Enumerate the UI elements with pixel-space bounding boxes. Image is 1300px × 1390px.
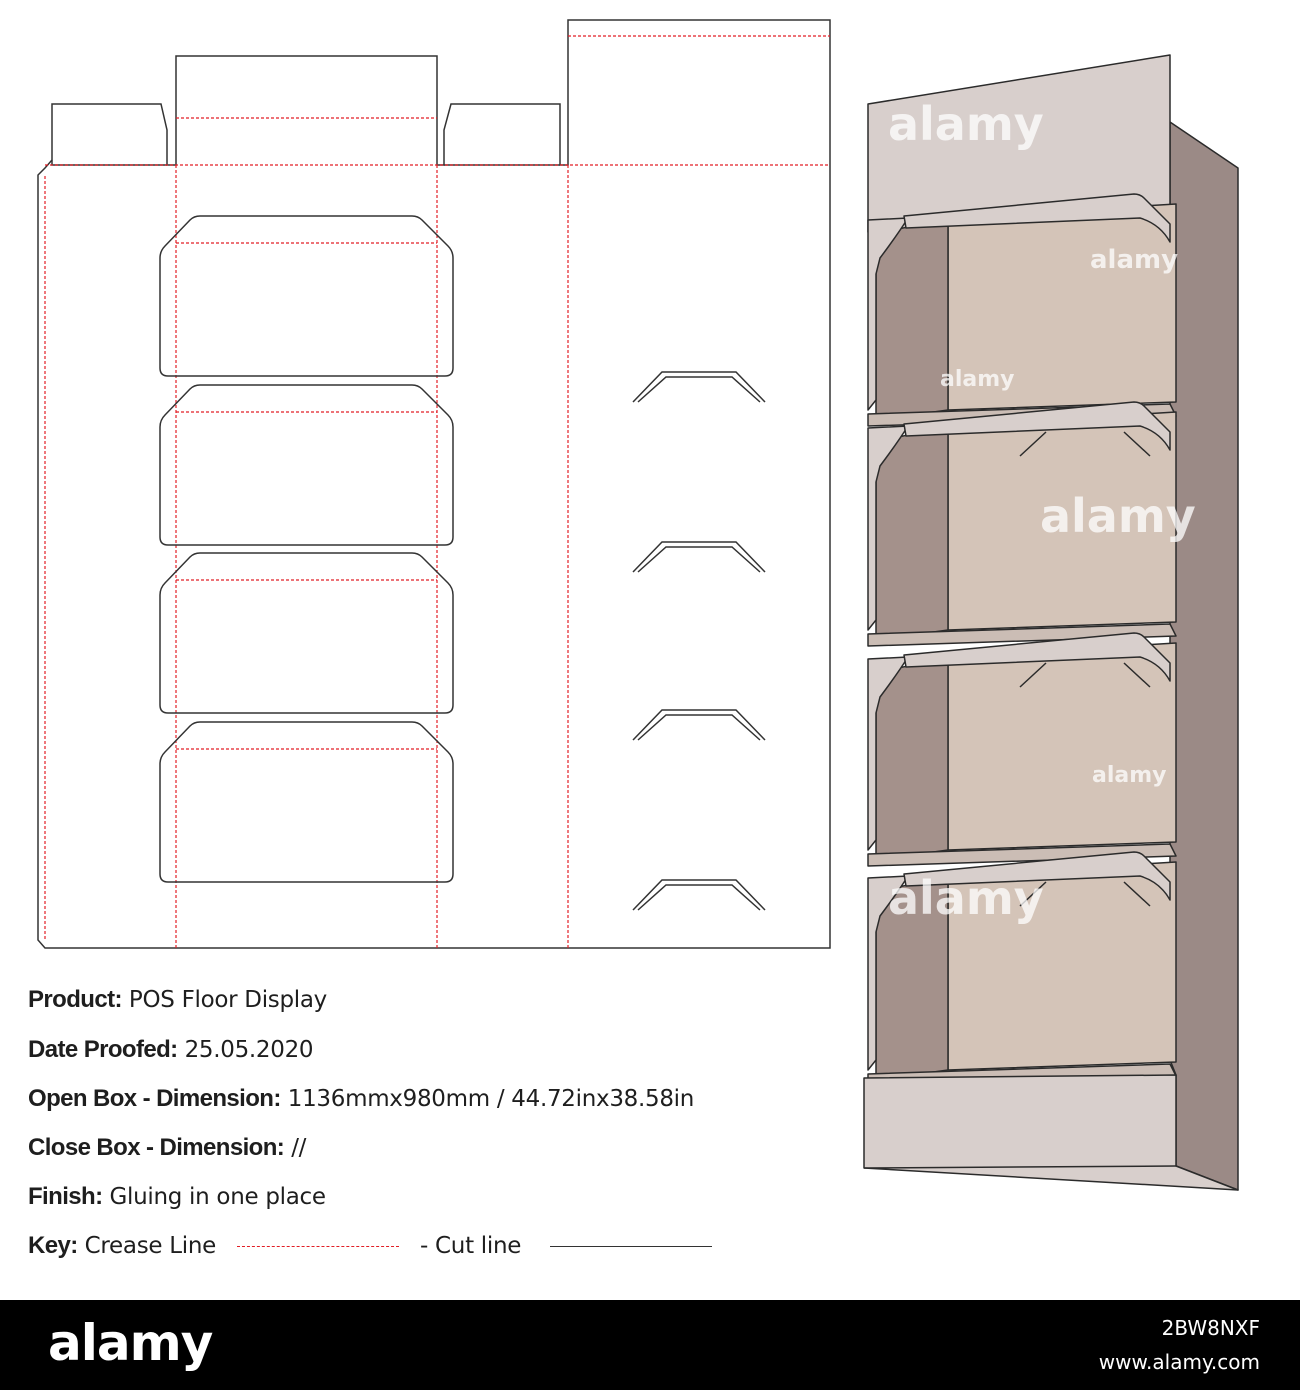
dieline-outline	[38, 20, 830, 948]
date-value: 25.05.2020	[184, 1037, 314, 1063]
spec-open-box	[28, 1085, 694, 1113]
window-cutout-2	[160, 385, 453, 545]
footer-bar	[0, 1300, 1300, 1390]
spec-product	[28, 986, 327, 1014]
window-cutout-3	[160, 553, 453, 713]
shelf-slot-4	[633, 880, 765, 910]
watermark-3: alamy	[888, 871, 1044, 925]
display-bays	[868, 194, 1179, 1086]
shelf-slot-2	[633, 542, 765, 572]
spec-close-box	[28, 1134, 306, 1162]
product-value: POS Floor Display	[128, 987, 327, 1013]
bay-back-wall-3	[948, 643, 1176, 850]
close-box-value: //	[291, 1135, 307, 1161]
shelf-slot-3	[633, 710, 765, 740]
finish-label: Finish:	[28, 1183, 103, 1210]
watermark-5: alamy	[940, 367, 1015, 392]
shelf-slots	[633, 372, 765, 910]
window-cutout-1	[160, 216, 453, 376]
crease-key-line	[237, 1246, 399, 1247]
bay-left-wall-2	[876, 426, 948, 640]
footer-image-code: 2BW8NXF	[1161, 1316, 1260, 1340]
finish-value: Gluing in one place	[109, 1184, 326, 1210]
spec-key	[28, 1232, 726, 1260]
footer-brand-logo: alamy	[48, 1314, 213, 1372]
watermark-4: alamy	[1090, 245, 1179, 275]
cut-key-line	[550, 1246, 712, 1247]
date-label: Date Proofed:	[28, 1036, 178, 1063]
window-cutout-4	[160, 722, 453, 882]
footer-url: www.alamy.com	[1098, 1350, 1260, 1374]
shelf-slot-1	[633, 372, 765, 402]
watermark-1: alamy	[888, 97, 1044, 151]
product-label: Product:	[28, 986, 122, 1013]
crease-key-text: Crease Line	[84, 1233, 216, 1259]
dieline-template	[38, 20, 830, 948]
key-label: Key:	[28, 1232, 78, 1259]
close-box-label: Close Box - Dimension:	[28, 1134, 285, 1161]
crease-lines	[45, 36, 830, 948]
spec-finish	[28, 1183, 326, 1211]
dieline-top-flap-notch	[52, 160, 560, 165]
spec-date	[28, 1036, 313, 1064]
open-box-label: Open Box - Dimension:	[28, 1085, 281, 1112]
watermark-2: alamy	[1040, 489, 1196, 543]
window-cutouts	[160, 216, 453, 882]
open-box-value: 1136mmx980mm / 44.72inx38.58in	[287, 1086, 695, 1112]
watermark-6: alamy	[1092, 763, 1167, 788]
cut-key-text: - Cut line	[420, 1233, 522, 1259]
display-side-panel	[1170, 122, 1238, 1190]
